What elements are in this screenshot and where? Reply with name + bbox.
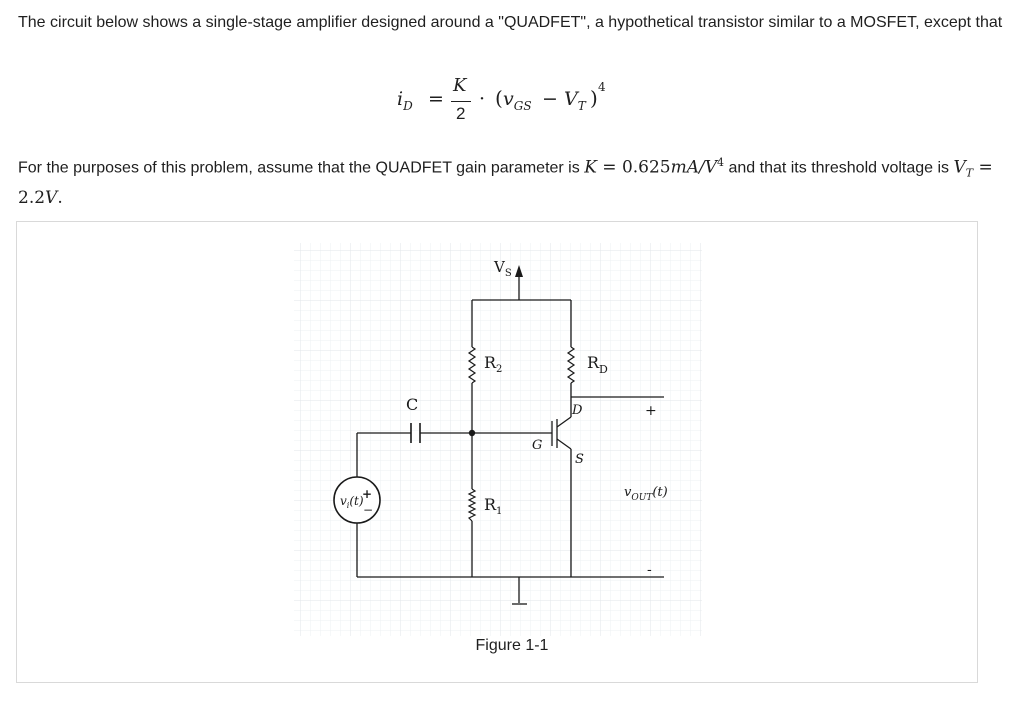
label-rd: $R_D$ [587,353,608,376]
label-vs: $V_S$ [494,258,512,279]
label-vi-minus: − [363,503,374,517]
eq-vt: $V_T$ [564,88,586,113]
eq-equals: = [428,88,444,110]
label-drain: D [572,403,583,418]
junction-dot [469,430,475,436]
eq-minus: − [542,88,558,110]
eq-frac-num: K [453,75,467,96]
intro-text: The circuit below shows a single-stage amplifier designed around a "QUADFET", a hypothetical transistor similar to a MOSFET, except that [18,14,1003,31]
figure-caption: Figure 1-1 [475,637,549,654]
eq-paren-open: ( [495,86,503,110]
label-output-plus: + [645,403,657,419]
eq-frac-den: 2 [456,104,466,123]
label-vi: $v_i(t)$ [340,494,364,510]
label-vi-plus: + [362,487,373,501]
label-vout: $v_{OUT}(t)$ [624,485,668,503]
label-r1: $R_1$ [484,495,503,517]
eq-power: 4 [598,80,606,94]
label-gate: G [532,438,543,453]
assumption-text: For the purposes of this problem, assume that the QUADFET gain parameter is $K = 0.625mA/V^4$ and that its threshold voltage is $V_T = 2.2V$. [18,156,993,208]
eq-vgs: $v_{GS}$ [503,88,532,113]
label-output-minus: - [647,562,652,578]
label-r2: $R_2$ [484,353,503,375]
eq-dot: · [479,88,486,110]
eq-paren-close: ) [590,86,598,110]
label-c: C [406,395,419,414]
eq-lhs: $i_D$ [397,88,413,113]
label-source: S [575,452,584,467]
